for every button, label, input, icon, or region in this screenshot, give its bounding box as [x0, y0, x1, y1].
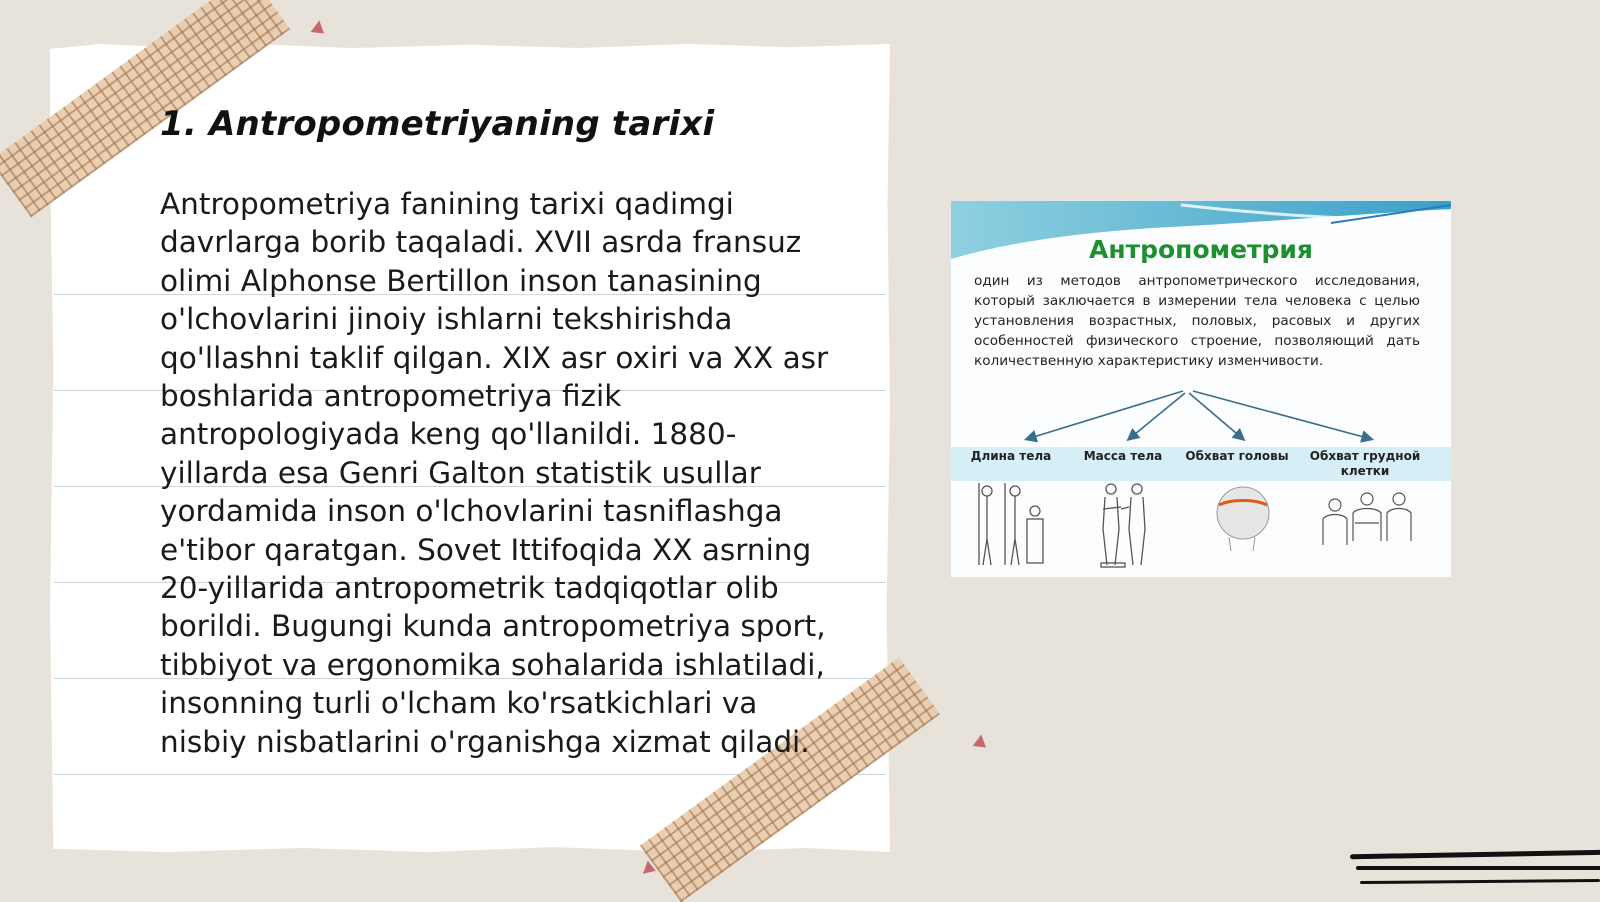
slide-body-text: Antropometriya fanining tarixi qadimgi davrlarga borib taqaladi. XVII asrda fransuz olimi Alphonse Bertillon inson tanasining o'lchovlarini jinoiy ishlarni tekshirishda qo'llashni taklif qilgan. XIX asr oxiri va XX asr boshlarida antropometriya fizik antropologiyada keng qo'llanildi. 1880-yillarda esa Genri Galton statistik usullar yordamida inson o'lchovlarini tasniflashga e'tibor qaratgan. Sovet Ittifoqida XX asrning 20-yillarida antropometrik tadqiqotlar olib borildi. Bugungi kunda antropometriya sport, tibbiyot va ergonomika sohalarida ishlatiladi, insonning turli o'lcham ko'rsatkichlari va nisbiy nisbatlarini o'rganishga xizmat qiladi. [160, 187, 829, 759]
body-length-measure-icon [971, 479, 1051, 571]
chest-circumference-icon [1317, 479, 1417, 571]
anthropometry-figure [950, 200, 1452, 578]
head-circumference-icon [1209, 479, 1279, 571]
body-mass-measure-icon [1091, 479, 1161, 571]
arrows-diagram [951, 201, 1451, 451]
figure-title: Антропометрия [1089, 235, 1313, 264]
brush-stroke-decoration [1350, 850, 1600, 860]
brush-stroke-decoration [1356, 866, 1600, 870]
tape-pin-icon [970, 734, 986, 751]
tape-pin-icon [643, 861, 658, 878]
slide-title: 1. Antropometriyaning tarixi [160, 104, 715, 144]
figure-description: один из методов антропометрического исследования, который заключается в измерении тела человека с целью установления возрастных, половых, расовых и других особенностей физического строение, позволяющий дать количественную характеристику изменчивости. [974, 273, 1420, 369]
label-body-length: Длина тела [970, 449, 1052, 463]
label-chest-circumference: Обхват грудной клетки [1309, 449, 1421, 478]
tape-pin-icon [308, 20, 324, 37]
brush-stroke-decoration [1360, 879, 1600, 884]
label-body-mass: Масса тела [1083, 449, 1163, 463]
label-head-circumference: Обхват головы [1185, 449, 1289, 463]
